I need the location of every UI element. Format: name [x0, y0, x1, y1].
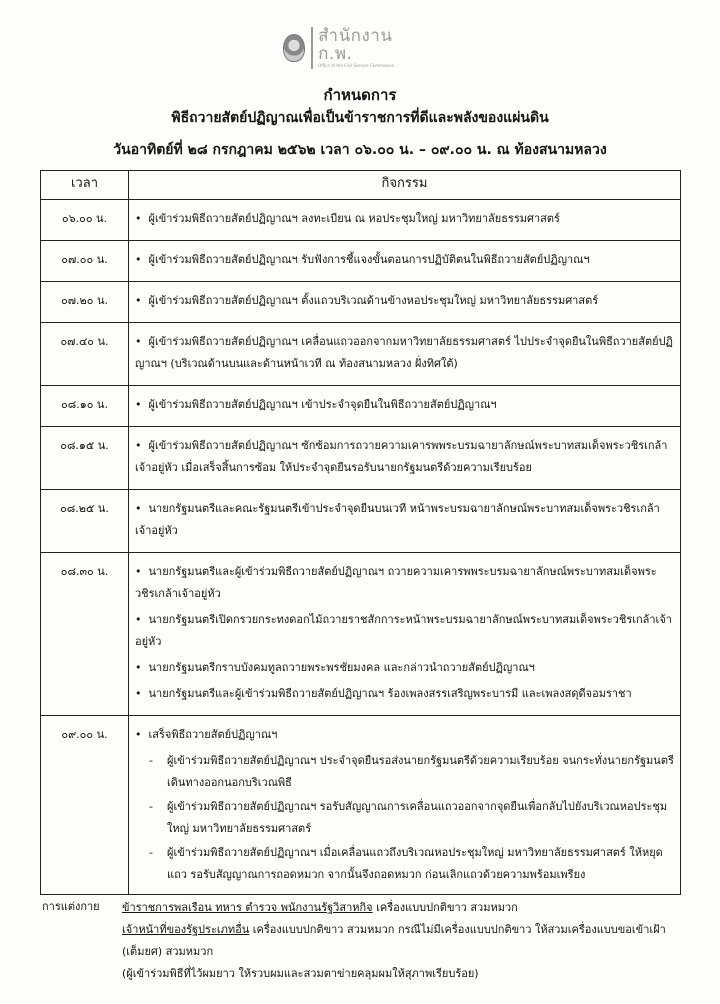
- dress-line-3: (ผู้เข้าร่วมพิธีที่ไว้ผมยาว ให้รวบผมและสวมตาข่ายคลุมผมให้สุภาพเรียบร้อย): [122, 967, 479, 980]
- row-activity: [129, 490, 681, 553]
- sub-item-text: ผู้เข้าร่วมพิธีถวายสัตย์ปฏิญาณฯ ประจำจุดยืนรอส่งนายกรัฐมนตรีด้วยความเรียบร้อย จนกระทั่งนายกรัฐมนตรีเดินทางออกนอกบริเวณพิธี: [167, 754, 674, 789]
- activity-bullet: [135, 724, 674, 746]
- row-time: ๐๖.๐๐ น.: [41, 200, 129, 241]
- activity-bullet: [135, 498, 674, 542]
- bullet-icon: •: [135, 661, 142, 674]
- table-row: [41, 200, 681, 241]
- activity-bullet: [135, 208, 674, 230]
- row-activity: [129, 553, 681, 716]
- bullet-icon: •: [135, 335, 142, 348]
- activity-bullet: [135, 683, 674, 705]
- bullet-icon: •: [135, 687, 142, 700]
- page-title: กำหนดการ: [323, 86, 397, 104]
- bullet-icon: •: [135, 253, 142, 266]
- seal-icon: [283, 34, 305, 62]
- row-time: ๐๗.๐๐ น.: [41, 241, 129, 282]
- bullet-icon: •: [135, 502, 142, 515]
- table-row: [41, 716, 681, 895]
- row-activity: [129, 241, 681, 282]
- bullet-icon: •: [135, 613, 142, 626]
- row-activity: [129, 282, 681, 323]
- bullet-icon: •: [135, 294, 142, 307]
- table-row: [41, 553, 681, 716]
- schedule-rows: [41, 200, 681, 895]
- activity-bullet: [135, 249, 674, 271]
- row-activity: [129, 323, 681, 386]
- table-row: [41, 427, 681, 490]
- row-activity: [129, 386, 681, 427]
- dash-icon: -: [149, 846, 153, 859]
- activity-text: เสร็จพิธีถวายสัตย์ปฏิญาณฯ: [148, 728, 278, 741]
- table-header: [41, 171, 681, 200]
- activity-bullet: [135, 331, 674, 375]
- office-logo: [283, 26, 423, 68]
- activity-text: นายกรัฐมนตรีและผู้เข้าร่วมพิธีถวายสัตย์ปฏิญาณฯ ร้องเพลงสรรเสริญพระบารมี และเพลงสดุดีจอมราชา: [148, 687, 632, 700]
- row-time: ๐๗.๒๐ น.: [41, 282, 129, 323]
- bullet-icon: •: [135, 565, 142, 578]
- schedule-table: [40, 170, 681, 895]
- row-activity: [129, 200, 681, 241]
- activity-text: นายกรัฐมนตรีเปิดกรวยกระทงดอกไม้ถวายราชสักการะหน้าพระบรมฉายาลักษณ์พระบาทสมเด็จพระวชิรเกล้าเจ้าอยู่หัว: [135, 613, 672, 648]
- dash-icon: -: [149, 800, 153, 813]
- row-time: ๐๙.๐๐ น.: [41, 716, 129, 895]
- bullet-icon: •: [135, 439, 142, 452]
- table-row: [41, 490, 681, 553]
- activity-text: นายกรัฐมนตรีและผู้เข้าร่วมพิธีถวายสัตย์ปฏิญาณฯ ถวายความเคารพพระบรมฉายาลักษณ์พระบาทสมเด็จพระวชิรเกล้าเจ้าอยู่หัว: [135, 565, 657, 600]
- activity-text: ผู้เข้าร่วมพิธีถวายสัตย์ปฏิญาณฯ ตั้งแถวบริเวณด้านข้างหอประชุมใหญ่ มหาวิทยาลัยธรรมศาสตร์: [148, 294, 599, 307]
- row-time: ๐๘.๑๐ น.: [41, 386, 129, 427]
- activity-text: ผู้เข้าร่วมพิธีถวายสัตย์ปฏิญาณฯ เคลื่อนแถวออกจากมหาวิทยาลัยธรรมศาสตร์ ไปประจำจุดยืนในพิธีถวายสัตย์ปฏิญาณฯ (บริเวณด้านบนและด้านหน้าเวที ณ ท้องสนามหลวง ฝั่งทิศใต้): [135, 335, 673, 370]
- dress-line-1: ข้าราชการพลเรือน ทหาร ตำรวจ พนักงานรัฐวิสาหกิจ เครื่องแบบปกติขาว สวมหมวก: [122, 901, 518, 914]
- table-row: [41, 282, 681, 323]
- activity-bullet: [135, 394, 674, 416]
- activity-sub-item: [149, 750, 674, 794]
- activity-text: นายกรัฐมนตรีและคณะรัฐมนตรีเข้าประจำจุดยืนบนเวที หน้าพระบรมฉายาลักษณ์พระบาทสมเด็จพระวชิรเกล้าเจ้าอยู่หัว: [135, 502, 660, 537]
- activity-text: นายกรัฐมนตรีกราบบังคมทูลถวายพระพรชัยมงคล และกล่าวนำถวายสัตย์ปฏิญาณฯ: [148, 661, 535, 674]
- table-row: [41, 323, 681, 386]
- sub-item-text: ผู้เข้าร่วมพิธีถวายสัตย์ปฏิญาณฯ เมื่อเคลื่อนแถวถึงบริเวณหอประชุมใหญ่ มหาวิทยาลัยธรรมศาสตร์ ให้หยุดแถว รอรับสัญญาณการถอดหมวก จากนั้นจึงถอดหมวก ก่อนเลิกแถวด้วยความพร้อมเพรียง: [167, 846, 663, 881]
- date-line: วันอาทิตย์ที่ ๒๘ กรกฎาคม ๒๕๖๒ เวลา ๐๖.๐๐ น. – ๐๙.๐๐ น. ณ ท้องสนามหลวง: [113, 142, 607, 158]
- dress-line-2: เจ้าหน้าที่ของรัฐประเภทอื่น เครื่องแบบปกติขาว สวมหมวก กรณีไม่มีเครื่องแบบปกติขาว ให้สวมเครื่องแบบขอเข้าเฝ้า (เต็มยศ) สวมหมวก: [122, 923, 666, 958]
- activity-bullet: [135, 657, 674, 679]
- activity-text: ผู้เข้าร่วมพิธีถวายสัตย์ปฏิญาณฯ ลงทะเบียน ณ หอประชุมใหญ่ มหาวิทยาลัยธรรมศาสตร์: [148, 212, 560, 225]
- activity-bullet: [135, 290, 674, 312]
- row-time: ๐๗.๔๐ น.: [41, 323, 129, 386]
- table-row: [41, 386, 681, 427]
- row-time: ๐๘.๑๕ น.: [41, 427, 129, 490]
- logo-text: สำนักงาน ก.พ.: [318, 26, 393, 64]
- dress-code: [122, 897, 682, 985]
- activity-bullet: [135, 561, 674, 605]
- row-time: ๐๘.๒๕ น.: [41, 490, 129, 553]
- row-activity: [129, 716, 681, 895]
- row-activity: [129, 427, 681, 490]
- dash-icon: -: [149, 754, 153, 767]
- bullet-icon: •: [135, 212, 142, 225]
- activity-sub-item: [149, 842, 674, 886]
- bullet-icon: •: [135, 728, 142, 741]
- activity-sub-item: [149, 796, 674, 840]
- table-row: [41, 241, 681, 282]
- activity-text: ผู้เข้าร่วมพิธีถวายสัตย์ปฏิญาณฯ เข้าประจำจุดยืนในพิธีถวายสัตย์ปฏิญาณฯ: [148, 398, 497, 411]
- dress-code-label: การแต่งกาย: [42, 900, 100, 913]
- activity-text: ผู้เข้าร่วมพิธีถวายสัตย์ปฏิญาณฯ ซักซ้อมการถวายความเคารพพระบรมฉายาลักษณ์พระบาทสมเด็จพระวชิรเกล้าเจ้าอยู่หัว เมื่อเสร็จสิ้นการซ้อม ให้ประจำจุดยืนรอรับนายกรัฐมนตรีด้วยความเรียบร้อย: [135, 439, 668, 474]
- activity-text: ผู้เข้าร่วมพิธีถวายสัตย์ปฏิญาณฯ รับฟังการชี้แจงขั้นตอนการปฏิบัติตนในพิธีถวายสัตย์ปฏิญาณฯ: [148, 253, 590, 266]
- page-subtitle: พิธีถวายสัตย์ปฏิญาณเพื่อเป็นข้าราชการที่ดีและพลังของแผ่นดิน: [171, 110, 549, 126]
- col-time-header: เวลา: [41, 171, 129, 200]
- bullet-icon: •: [135, 398, 142, 411]
- row-time: ๐๘.๓๐ น.: [41, 553, 129, 716]
- activity-bullet: [135, 435, 674, 479]
- sub-item-text: ผู้เข้าร่วมพิธีถวายสัตย์ปฏิญาณฯ รอรับสัญญาณการเคลื่อนแถวออกจากจุดยืนเพื่อกลับไปยังบริเวณหอประชุมใหญ่ มหาวิทยาลัยธรรมศาสตร์: [167, 800, 668, 835]
- col-activity-header: กิจกรรม: [129, 171, 681, 200]
- logo-subtext: Office of the Civil Service Commission: [318, 63, 395, 68]
- activity-bullet: [135, 609, 674, 653]
